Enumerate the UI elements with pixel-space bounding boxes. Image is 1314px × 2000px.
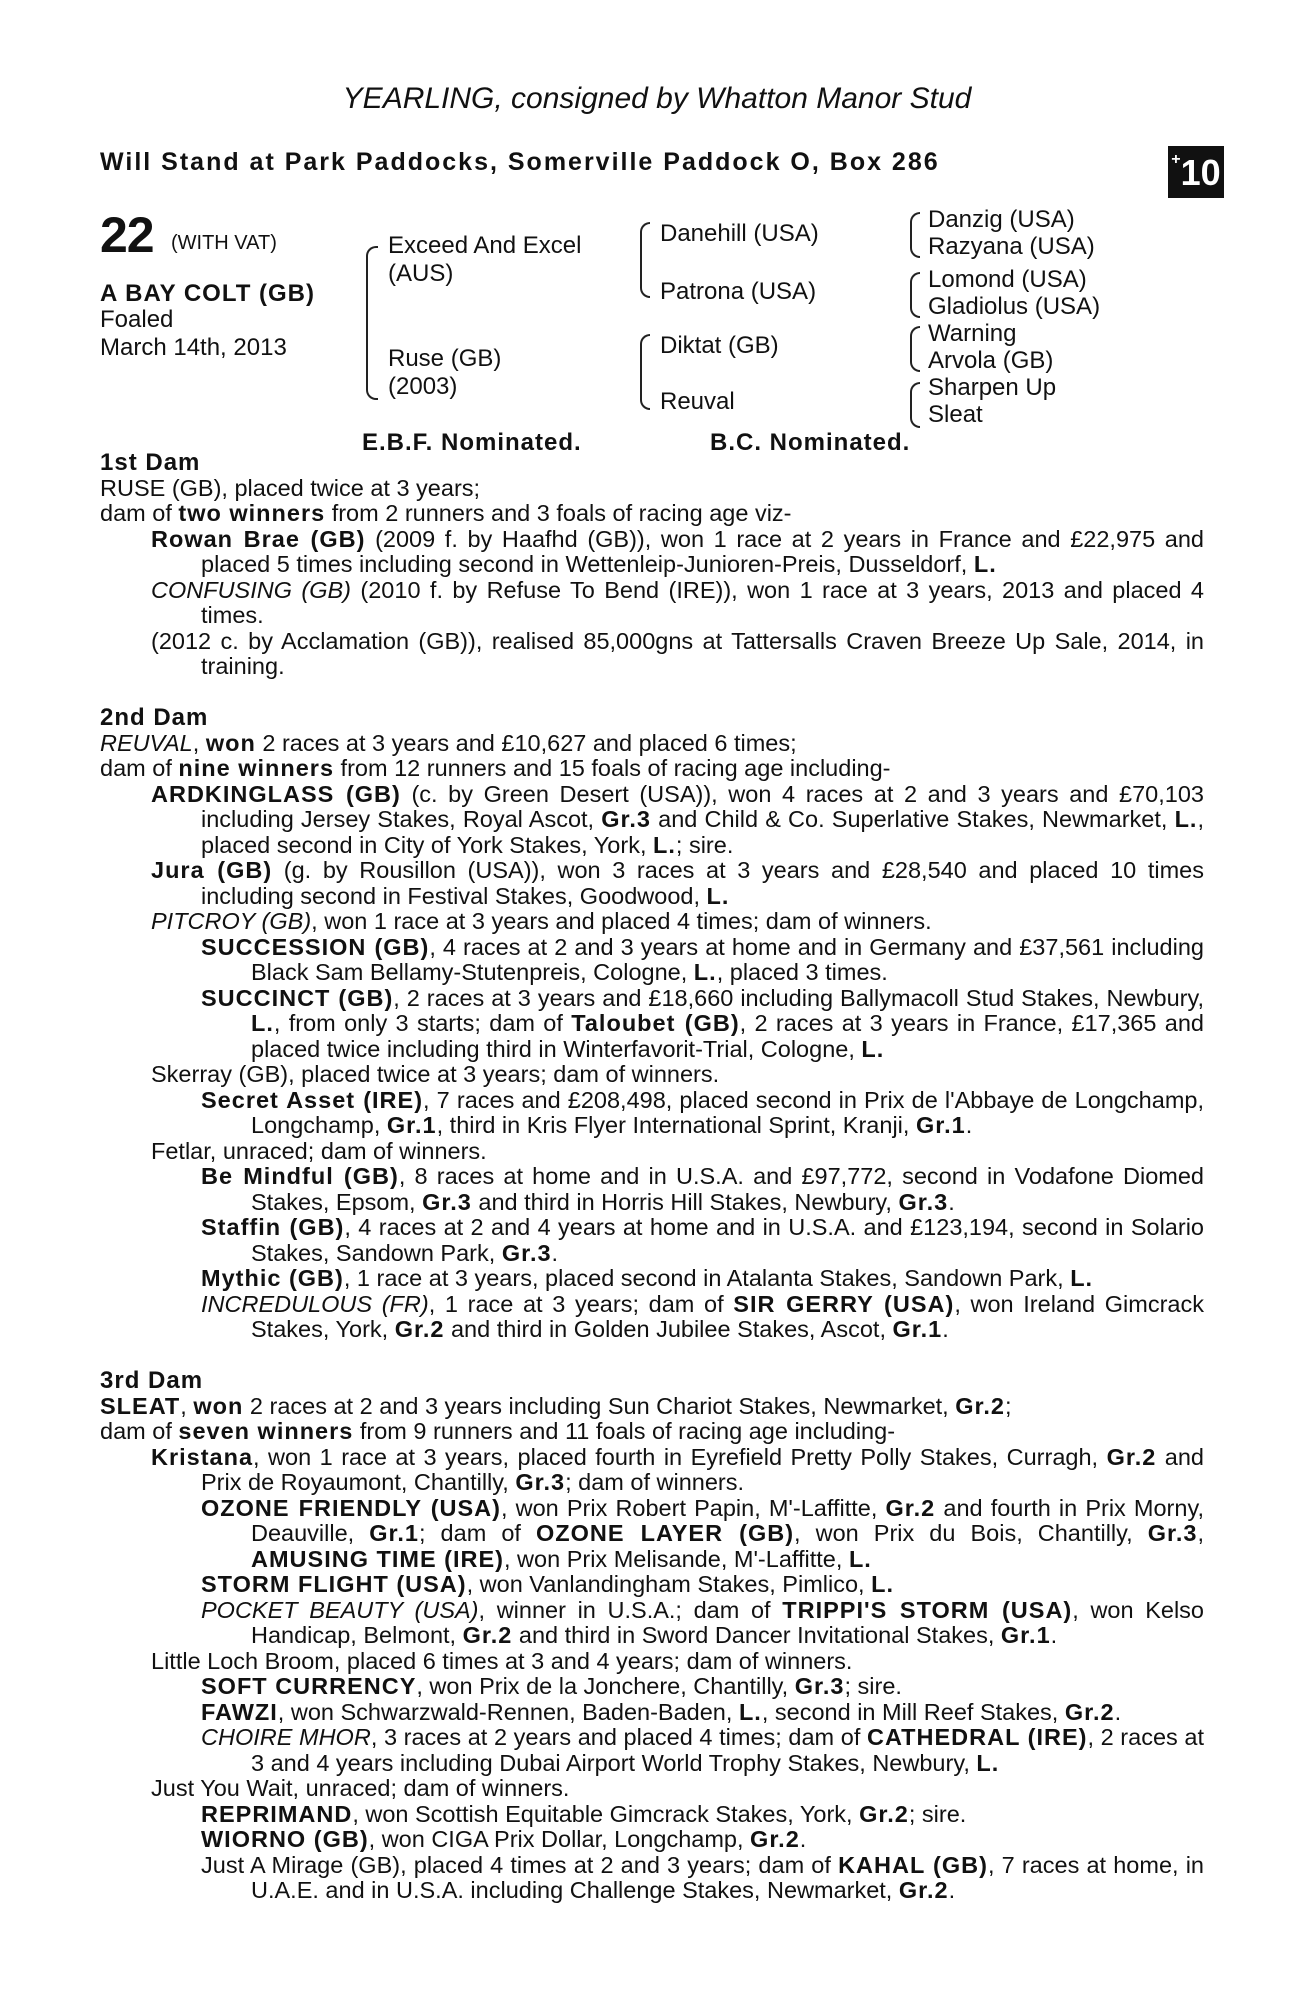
horse-name: Staffin (GB) [201,1214,345,1240]
text: and third in Golden Jubilee Stakes, Ascot, [444,1316,893,1342]
text: , 7 races and £208,498, placed second in Prix de l'Abbaye de Longchamp, Longchamp, [251,1086,1204,1138]
horse-name: WIORNO (GB) [201,1826,369,1852]
text: , 3 races at 2 years and placed 4 times; dam of [370,1724,867,1750]
text: from 12 runners and 15 foals of racing age including- [334,755,891,781]
horse-name: POCKET BEAUTY (USA) [201,1596,479,1623]
produce-entry [100,1088,1204,1139]
produce-entry [100,1215,1204,1266]
text: , 2 races at 3 years and £18,660 including Ballymacoll Stud Stakes, Newbury, [393,984,1205,1011]
horse-name: SLEAT [100,1392,181,1419]
grade: Gr.3 [898,1188,949,1215]
brace-g3-3 [910,326,920,372]
ped-dd: Reuval [660,388,735,415]
produce-entry [100,1292,1204,1343]
grade: Gr.2 [1106,1443,1157,1470]
ped-sire: Exceed And Excel [388,232,582,259]
text: dam of [100,755,179,781]
brace-gen1 [366,246,378,400]
text: Just A Mirage (GB), placed 4 times at 2 and 3 years; dam of [201,1851,839,1878]
brace-dam-side [640,334,650,410]
first-dam-summary [100,501,1204,527]
text: , 1 race at 3 years, placed second in Atalanta Stakes, Sandown Park, [343,1265,1071,1291]
text: , placed second in City of York Stakes, York, [201,806,1204,858]
text: , won Prix Robert Papin, M'-Laffitte, [500,1494,886,1521]
text: 2 races at 2 and 3 years including Sun Chariot Stakes, Newmarket, [243,1392,956,1419]
grade: Gr.3 [515,1469,566,1495]
grade: Gr.2 [750,1826,800,1852]
text: ; sire. [675,831,734,858]
text: , [192,729,206,756]
text: . [1050,1622,1058,1648]
grade: Gr.1 [369,1520,419,1546]
grade: Gr.1 [386,1112,437,1138]
grade: L. [706,882,730,909]
text: ; dam of [418,1520,536,1546]
first-dam-heading: 1st Dam [100,449,201,476]
ped-sire-country: (AUS) [388,260,454,287]
winners-count: seven winners [178,1418,354,1444]
second-dam-heading: 2nd Dam [100,704,209,731]
won-label: won [205,729,256,756]
foaled-label: Foaled [100,306,174,333]
produce-entry [100,909,1204,935]
text: . [1114,1698,1122,1725]
produce-entry [100,1853,1204,1904]
horse-name: SUCCINCT (GB) [201,984,394,1011]
text: . [948,1877,956,1903]
text: and third in Horris Hill Stakes, Newbury, [471,1188,899,1215]
produce-entry [100,578,1204,629]
grade: Gr.1 [915,1112,966,1138]
grade: Gr.1 [1000,1622,1051,1648]
text: ; [1004,1392,1012,1419]
ped-ssd: Razyana (USA) [928,233,1095,260]
horse-name: PITCROY (GB) [151,908,312,934]
horse-name: SOFT CURRENCY [201,1673,417,1699]
produce-entry [100,1445,1204,1496]
produce-entry [100,1496,1204,1573]
grade: Gr.3 [1147,1520,1198,1546]
text: , won Prix du Bois, Chantilly, [794,1520,1148,1546]
winners-count: nine winners [178,755,335,781]
text: , 7 races at home, in U.A.E. and in U.S.A. including Challenge Stakes, Newmarket, [251,1851,1204,1903]
text: ; sire. [844,1673,902,1699]
lot-number: 22 [100,207,154,263]
ped-ss: Danehill (USA) [660,220,819,247]
produce-entry [100,986,1204,1063]
horse-name: STORM FLIGHT (USA) [201,1571,467,1597]
text: (c. by Green Desert (USA)), won 4 races at 2 and 3 years and £70,103 including Jersey Stakes, Royal Ascot, [201,780,1204,832]
text: . [948,1188,955,1215]
foaled-date: March 14th, 2013 [100,334,287,361]
grade: Gr.3 [501,1239,552,1266]
ped-ddd: Sleat [928,401,983,428]
grade: Gr.1 [892,1316,943,1342]
produce-record [100,450,1204,1904]
horse-name: Secret Asset (IRE) [201,1086,424,1113]
text: , won Vanlandingham Stakes, Pimlico, [466,1571,872,1597]
text: , 4 races at 2 and 3 years at home and in Germany and £37,561 including Black Sam Bellamy-Stutenpreis, Cologne, [251,933,1204,985]
produce-entry [100,782,1204,859]
horse-name: CHOIRE MHOR [201,1724,371,1750]
horse-name: Rowan Brae (GB) [151,525,366,552]
text: , from only 3 starts; dam of [273,1010,572,1036]
produce-entry [100,1598,1204,1649]
produce-entry [100,1572,1204,1598]
grade: L. [848,1545,872,1572]
brace-g3-1 [910,212,920,258]
ped-sd: Patrona (USA) [660,278,817,305]
brace-sire-side [640,222,650,298]
text: , won Prix Melisande, M'-Laffitte, [504,1545,849,1572]
produce-entry [100,1802,1204,1828]
produce-entry: Little Loch Broom, placed 6 times at 3 and 4 years; dam of winners. [151,1647,853,1674]
text: , [180,1392,194,1419]
ped-dss: Warning [928,320,1017,347]
grade: Gr.2 [859,1800,909,1827]
horse-name: AMUSING TIME (IRE) [251,1545,504,1572]
text: , third in Kris Flyer International Sprint, Kranji, [436,1112,916,1138]
grade: L. [693,959,717,985]
grade: L. [1174,806,1198,832]
text: . [942,1316,949,1342]
text: , second in Mill Reef Stakes, [761,1698,1065,1725]
third-dam-line [100,1394,1204,1420]
brace-g3-2 [910,272,920,318]
text: from 2 runners and 3 foals of racing age viz- [325,500,792,526]
produce-entry [100,858,1204,909]
vat-note: (WITH VAT) [171,232,277,254]
text: (g. by Rousillon (USA)), won 3 races at 3 years and £28,540 and placed 10 times including second in Festival Stakes, Goodwood, [201,857,1204,909]
ped-sdd: Gladiolus (USA) [928,293,1101,320]
grade: Gr.3 [422,1188,472,1215]
ped-dam-year: (2003) [388,373,458,400]
second-dam-summary [100,756,1204,782]
ped-dds: Sharpen Up [928,374,1057,401]
foaled-info [100,306,330,362]
produce-entry [100,1266,1204,1292]
grade: L. [251,1010,274,1036]
horse-name: CATHEDRAL (IRE) [866,1724,1088,1750]
spacer [100,1343,1204,1369]
horse-name: Taloubet (GB) [571,1010,740,1036]
ped-sds: Lomond (USA) [928,266,1087,293]
horse-name: Mythic (GB) [201,1265,344,1291]
horse-name: Kristana [151,1443,254,1470]
text: , won CIGA Prix Dollar, Longchamp, [368,1826,751,1852]
brace-g3-4 [910,382,920,428]
winners-count: two winners [178,500,326,526]
grade: L. [973,551,997,577]
grade: Gr.3 [601,806,651,832]
grade: Gr.2 [885,1494,936,1521]
horse-name: REPRIMAND [201,1800,353,1827]
third-dam-summary [100,1419,1204,1445]
first-dam-line: RUSE (GB), placed twice at 3 years; [100,474,481,501]
text: , won 1 race at 3 years, placed fourth in Eyrefield Pretty Polly Stakes, Curragh, [253,1443,1107,1470]
lot-badge [1168,146,1224,198]
text: and Child & Co. Superlative Stakes, Newmarket, [650,806,1175,832]
horse-name: ARDKINGLASS (GB) [151,780,401,807]
ped-dam: Ruse (GB) [388,345,502,372]
text: , won Ireland Gimcrack Stakes, York, [251,1290,1205,1342]
bc-nominated: B.C. Nominated. [710,429,911,456]
horse-name: TRIPPI'S STORM (USA) [782,1596,1073,1623]
horse-name: CONFUSING (GB) [151,576,352,603]
text: , won Kelso Handicap, Belmont, [251,1596,1204,1648]
produce-entry [100,935,1204,986]
text: . [551,1239,559,1266]
horse-name: SUCCESSION (GB) [201,933,430,960]
grade: Gr.2 [1064,1698,1115,1725]
text: , won Schwarzwald-Rennen, Baden-Baden, [277,1698,739,1725]
text: ; sire. [908,1800,967,1827]
produce-entry [100,1827,1204,1853]
text: , winner in U.S.A.; dam of [478,1596,783,1623]
horse-description: A BAY COLT (GB) [100,280,316,307]
grade: L. [871,1571,894,1597]
consignment-line: YEARLING, consigned by Whatton Manor Stud [342,82,972,115]
grade: L. [1070,1265,1094,1291]
produce-entry [100,1164,1204,1215]
produce-entry [100,1725,1204,1776]
horse-name: KAHAL (GB) [838,1851,988,1878]
text: and fourth in Prix Morny, Deauville, [251,1494,1204,1546]
grade: Gr.3 [794,1673,845,1699]
text: , won Scottish Equitable Gimcrack Stakes, York, [352,1800,860,1827]
grade: L. [653,831,676,858]
grade: Gr.2 [955,1392,1005,1419]
grade: Gr.2 [462,1622,513,1648]
badge-number: 10 [1180,152,1221,193]
text: . [799,1826,807,1852]
ped-sss: Danzig (USA) [928,206,1075,233]
horse-name: Be Mindful (GB) [201,1163,399,1189]
text: , placed 3 times. [716,959,888,985]
ped-dsd: Arvola (GB) [928,347,1054,374]
text: and Prix de Royaumont, Chantilly, [201,1443,1204,1495]
text: . [965,1112,973,1138]
text: (2009 f. by Haafhd (GB)), won 1 race at 2 years in France and £22,975 and placed 5 times including second in Wettenleip-Junioren-Preis, Dusseldorf, [201,525,1204,577]
text: , [1197,1520,1204,1546]
text: dam of [100,1418,179,1444]
text: , 8 races at home and in U.S.A. and £97,772, second in Vodafone Diomed Stakes, Epsom, [251,1163,1204,1215]
grade: Gr.2 [394,1316,445,1342]
produce-entry [100,1674,1204,1700]
text: dam of [100,500,179,526]
ped-ds: Diktat (GB) [660,332,779,359]
horse-name: INCREDULOUS (FR) [201,1290,429,1317]
stand-location: Will Stand at Park Paddocks, Somerville Paddock O, Box 286 [100,148,940,176]
produce-entry: Fetlar, unraced; dam of winners. [151,1137,487,1164]
text: ; dam of winners. [565,1469,745,1495]
badge-plus: + [1171,151,1181,168]
horse-name: SIR GERRY (USA) [733,1290,955,1317]
text: from 9 runners and 11 foals of racing age including- [353,1418,896,1444]
text: , 1 race at 3 years; dam of [428,1290,734,1317]
produce-entry [100,527,1204,578]
produce-entry [100,1700,1204,1726]
spacer [100,680,1204,706]
grade: L. [861,1035,885,1062]
text: and third in Sword Dancer Invitational Stakes, [512,1622,1001,1648]
produce-entry: Skerray (GB), placed twice at 3 years; dam of winners. [151,1061,720,1087]
horse-name: OZONE FRIENDLY (USA) [201,1494,501,1521]
text: , 4 races at 2 and 4 years at home and in U.S.A. and £123,194, second in Solario Stakes, Sandown Park, [251,1214,1204,1266]
horse-name: FAWZI [201,1698,278,1725]
horse-name: REUVAL [100,729,193,756]
text: , 2 races at 3 and 4 years including Dubai Airport World Trophy Stakes, Newbury, [251,1724,1204,1776]
grade: L. [976,1749,1000,1776]
text: , 2 races at 3 years in France, £17,365 and placed twice including third in Winterfavorit-Trial, Cologne, [251,1010,1204,1062]
text: (2010 f. by Refuse To Bend (IRE)), won 1 race at 3 years, 2013 and placed 4 times. [201,576,1204,628]
ebf-nominated: E.B.F. Nominated. [362,429,582,456]
grade: L. [738,1698,762,1725]
produce-entry: Just You Wait, unraced; dam of winners. [151,1775,570,1801]
text: , won 1 race at 3 years and placed 4 times; dam of winners. [311,908,932,934]
text: 2 races at 3 years and £10,627 and placed 6 times; [255,729,797,756]
grade: Gr.2 [898,1877,949,1903]
text: , won Prix de la Jonchere, Chantilly, [416,1673,795,1699]
third-dam-heading: 3rd Dam [100,1367,204,1394]
won-label: won [193,1392,244,1419]
horse-name: Jura (GB) [151,857,273,883]
second-dam-line [100,731,1204,757]
produce-entry: (2012 c. by Acclamation (GB)), realised 85,000gns at Tattersalls Craven Breeze Up Sale, 2014, in training. [151,627,1204,679]
horse-name: OZONE LAYER (GB) [535,1520,795,1546]
